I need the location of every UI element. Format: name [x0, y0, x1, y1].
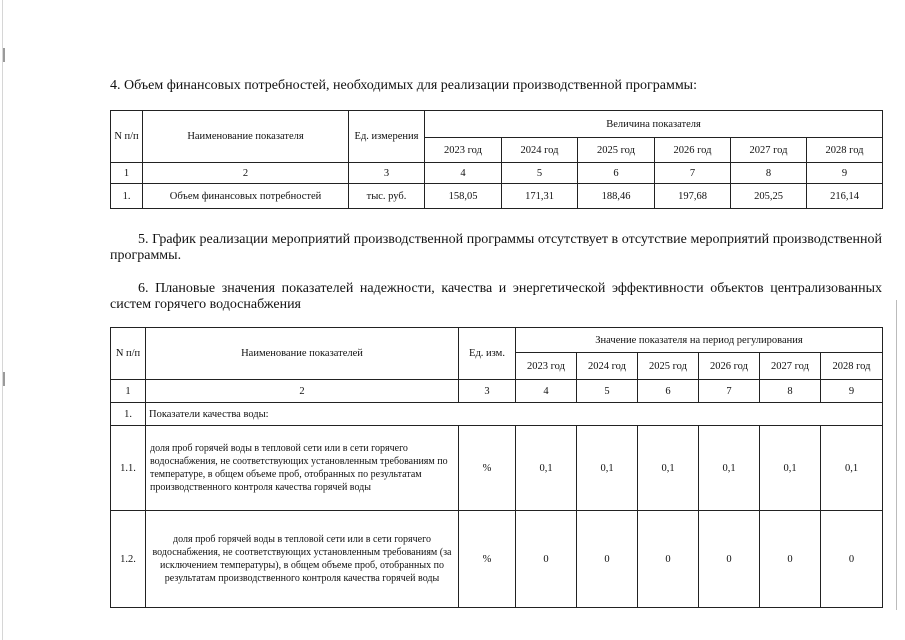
- group-num: 1.: [111, 403, 146, 426]
- value-cell: 0,1: [638, 426, 699, 511]
- index-cell: 5: [577, 380, 638, 403]
- row-name: Объем финансовых потребностей: [143, 184, 349, 209]
- section-6-text: 6. Плановые значения показателей надежности, качества и энергетической эффективности объектов централизованных систем горячего водоснабжения: [110, 281, 882, 312]
- value-cell: 0: [699, 511, 760, 608]
- index-cell: 3: [349, 163, 425, 184]
- value-cell: 0: [516, 511, 577, 608]
- index-cell: 8: [731, 163, 807, 184]
- index-cell: 5: [502, 163, 578, 184]
- row-unit: %: [459, 426, 516, 511]
- value-cell: 216,14: [807, 184, 883, 209]
- scan-edge-left: [2, 0, 3, 640]
- year-header: 2028 год: [807, 138, 883, 163]
- col-header-num: N п/п: [111, 111, 143, 163]
- group-name: Показатели качества воды:: [146, 403, 883, 426]
- year-header: 2027 год: [731, 138, 807, 163]
- index-cell: 8: [760, 380, 821, 403]
- value-cell: 0,1: [699, 426, 760, 511]
- table-row: [111, 184, 883, 209]
- row-unit: тыс. руб.: [349, 184, 425, 209]
- value-cell: 0: [577, 511, 638, 608]
- row-num: 1.: [111, 184, 143, 209]
- col-header-value-group: Значение показателя на период регулирования: [516, 328, 883, 353]
- value-cell: 158,05: [425, 184, 502, 209]
- col-header-name: Наименование показателей: [146, 328, 459, 380]
- section-4-heading: 4. Объем финансовых потребностей, необходимых для реализации производственной программы:: [110, 78, 697, 93]
- value-cell: 171,31: [502, 184, 578, 209]
- year-header: 2028 год: [821, 353, 883, 380]
- scan-mark: [3, 48, 5, 62]
- table-row: [111, 426, 883, 511]
- year-header: 2025 год: [638, 353, 699, 380]
- value-cell: 0: [821, 511, 883, 608]
- scan-mark: [3, 372, 5, 386]
- value-cell: 188,46: [578, 184, 655, 209]
- financial-needs-table: [110, 110, 883, 209]
- col-header-unit: Ед. измерения: [349, 111, 425, 163]
- index-cell: 9: [821, 380, 883, 403]
- col-header-name: Наименование показателя: [143, 111, 349, 163]
- value-cell: 0,1: [760, 426, 821, 511]
- index-cell: 4: [516, 380, 577, 403]
- quality-indicators-table: [110, 327, 883, 608]
- year-header: 2026 год: [655, 138, 731, 163]
- value-cell: 205,25: [731, 184, 807, 209]
- value-cell: 0: [638, 511, 699, 608]
- index-cell: 6: [578, 163, 655, 184]
- index-cell: 6: [638, 380, 699, 403]
- group-row: [111, 403, 883, 426]
- row-name: доля проб горячей воды в тепловой сети или в сети горячего водоснабжения, не соответствующих установленным требованиям по температуре, в общем объеме проб, отобранных по результатам производственного контроля качества горячей воды: [146, 426, 459, 511]
- year-header: 2023 год: [516, 353, 577, 380]
- column-index-row: [111, 163, 883, 184]
- index-cell: 4: [425, 163, 502, 184]
- year-header: 2026 год: [699, 353, 760, 380]
- column-index-row: [111, 380, 883, 403]
- year-header: 2025 год: [578, 138, 655, 163]
- year-header: 2027 год: [760, 353, 821, 380]
- value-cell: 0,1: [516, 426, 577, 511]
- scan-edge-right: [896, 300, 897, 610]
- value-cell: 0,1: [577, 426, 638, 511]
- index-cell: 7: [655, 163, 731, 184]
- row-unit: %: [459, 511, 516, 608]
- section-5-text: 5. График реализации мероприятий производственной программы отсутствует в отсутствие мероприятий производственной программы.: [110, 232, 882, 263]
- row-num: 1.1.: [111, 426, 146, 511]
- year-header: 2024 год: [502, 138, 578, 163]
- value-cell: 197,68: [655, 184, 731, 209]
- value-cell: 0: [760, 511, 821, 608]
- index-cell: 3: [459, 380, 516, 403]
- row-num: 1.2.: [111, 511, 146, 608]
- value-cell: 0,1: [821, 426, 883, 511]
- index-cell: 1: [111, 163, 143, 184]
- col-header-num: N п/п: [111, 328, 146, 380]
- table-row: [111, 511, 883, 608]
- col-header-value-group: Величина показателя: [425, 111, 883, 138]
- col-header-unit: Ед. изм.: [459, 328, 516, 380]
- index-cell: 1: [111, 380, 146, 403]
- row-name: доля проб горячей воды в тепловой сети или в сети горячего водоснабжения, не соответствующих установленным требованиям (за исключением температуры), в общем объеме проб, отобранных по результатам производственного контроля качества горячей воды: [146, 511, 459, 608]
- index-cell: 2: [146, 380, 459, 403]
- index-cell: 2: [143, 163, 349, 184]
- index-cell: 7: [699, 380, 760, 403]
- index-cell: 9: [807, 163, 883, 184]
- year-header: 2024 год: [577, 353, 638, 380]
- year-header: 2023 год: [425, 138, 502, 163]
